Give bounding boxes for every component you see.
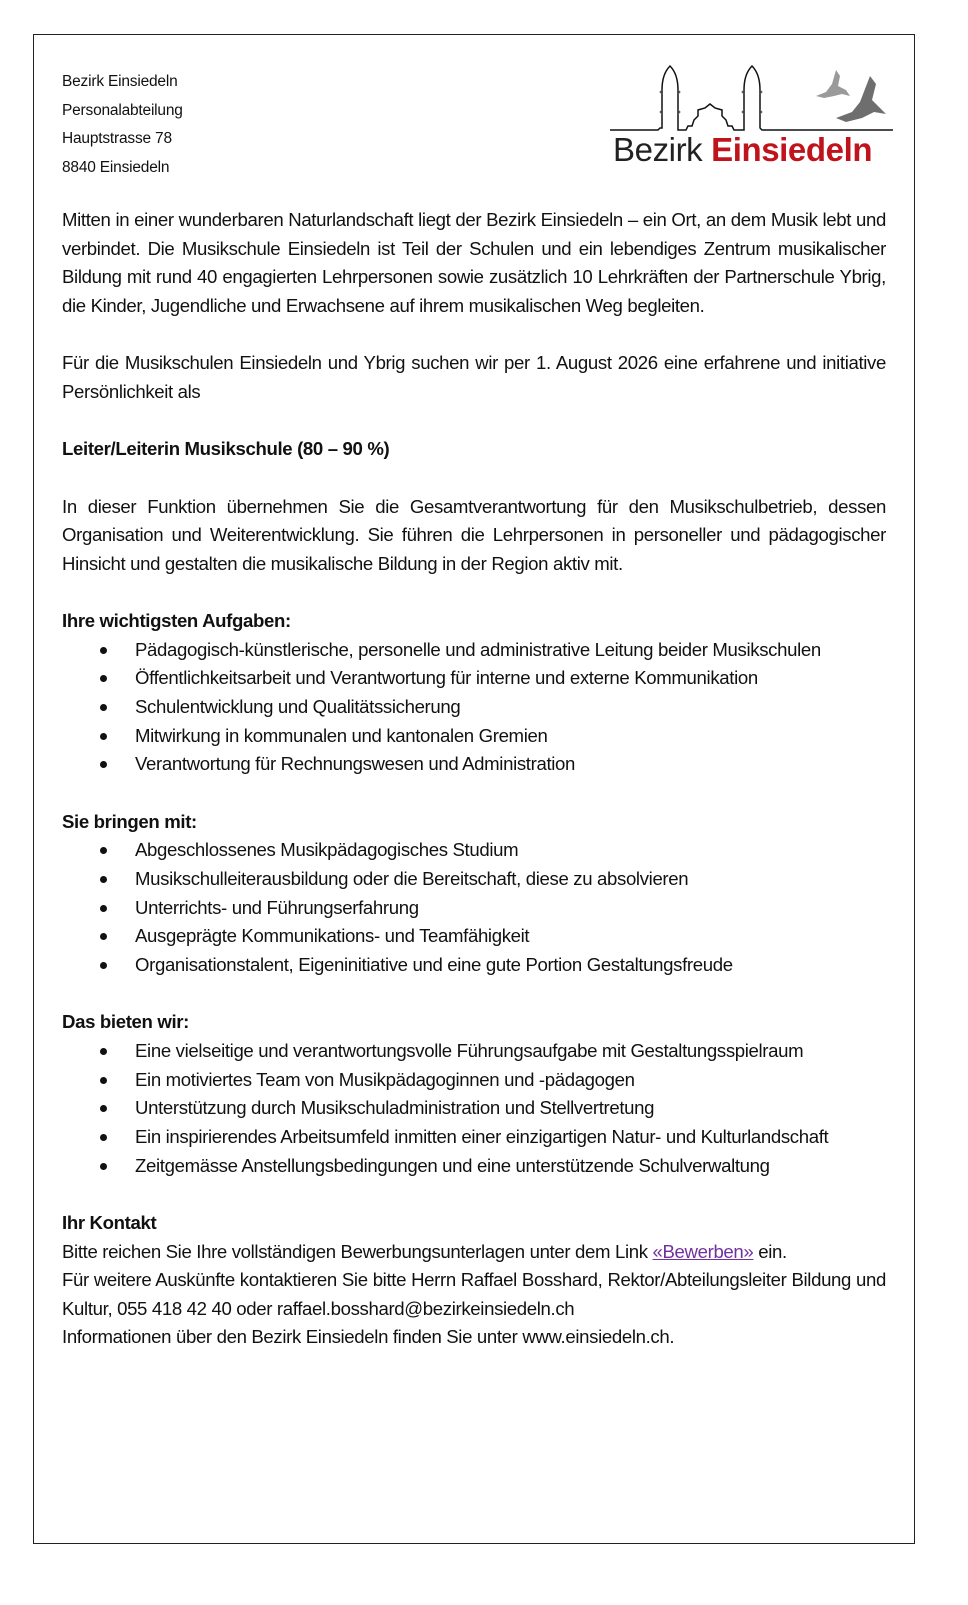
section-tasks [62,607,886,779]
bullet-icon [100,704,107,711]
tasks-list [62,636,886,779]
list-item: Ein inspirierendes Arbeitsumfeld inmitten einer einzigartigen Natur- und Kulturlandschaft [62,1123,886,1152]
raven-icon [816,70,886,122]
list-item: Mitwirkung in kommunalen und kantonalen Gremien [62,722,886,751]
bullet-icon [100,933,107,940]
intro-paragraph: Mitten in einer wunderbaren Naturlandschaft liegt der Bezirk Einsiedeln – ein Ort, an dem Musik lebt und verbindet. Die Musikschule Einsiedeln ist Teil der Schulen und ein lebendiges Zentrum musikalischer Bildung mit rund 40 engagierten Lehrpersonen sowie zusätzlich 10 Lehrkräften der Partnerschule Ybrig, die Kinder, Jugendliche und Erwachsene auf ihrem musikalischen Weg begleiten. [62,209,886,316]
address-line: Hauptstrasse 78 [62,130,172,148]
section-contact [62,1209,886,1324]
apply-link[interactable]: «Bewerben» [652,1240,754,1262]
footer-info: Informationen über den Bezirk Einsiedeln finden Sie unter www.einsiedeln.ch. [62,1326,675,1348]
list-item: Pädagogisch-künstlerische, personelle und administrative Leitung beider Musikschulen [62,636,886,665]
requirements-list [62,836,886,979]
bullet-icon [100,1048,107,1055]
address-line: 8840 Einsiedeln [62,159,170,177]
list-item: Abgeschlossenes Musikpädagogisches Studium [62,836,886,865]
offer-list [62,1037,886,1180]
bezirk-einsiedeln-logo [608,62,893,174]
bullet-icon [100,847,107,854]
section-heading: Ihre wichtigsten Aufgaben: [62,610,291,632]
logo-text-light: Bezirk [613,131,703,168]
list-item: Verantwortung für Rechnungswesen und Administration [62,750,886,779]
bullet-icon [100,761,107,768]
job-posting-body [62,206,886,1381]
function-paragraph: In dieser Funktion übernehmen Sie die Gesamtverantwortung für den Musikschulbetrieb, dessen Organisation und Weiterentwicklung. Sie führen die Lehrpersonen in personeller und pädagogischer Hinsicht und gestalten die musikalische Bildung in der Region aktiv mit. [62,495,886,574]
section-heading: Das bieten wir: [62,1011,190,1033]
apply-instruction: Bitte reichen Sie Ihre vollständigen Bewerbungsunterlagen unter dem Link «Bewerben» ein. [62,1240,787,1262]
list-item: Unterstützung durch Musikschuladministration und Stellvertretung [62,1094,886,1123]
list-item: Öffentlichkeitsarbeit und Verantwortung für interne und externe Kommunikation [62,664,886,693]
list-item: Ausgeprägte Kommunikations- und Teamfähigkeit [62,922,886,951]
logo-text-bold: Einsiedeln [711,131,873,168]
section-requirements [62,808,886,980]
list-item: Ein motiviertes Team von Musikpädagoginnen und -pädagogen [62,1066,886,1095]
bullet-icon [100,1134,107,1141]
bullet-icon [100,876,107,883]
section-heading: Sie bringen mit: [62,810,197,832]
bullet-icon [100,1105,107,1112]
address-line: Personalabteilung [62,101,183,119]
section-offer [62,1008,886,1180]
logo-wordmark [613,132,872,168]
sender-address [62,68,183,183]
monastery-skyline-icon [608,62,893,137]
list-item: Schulentwicklung und Qualitätssicherung [62,693,886,722]
bullet-icon [100,675,107,682]
bullet-icon [100,733,107,740]
list-item: Zeitgemässe Anstellungsbedingungen und eine unterstützende Schulverwaltung [62,1152,886,1181]
list-item: Unterrichts- und Führungserfahrung [62,894,886,923]
bullet-icon [100,1077,107,1084]
list-item: Musikschulleiterausbildung oder die Bereitschaft, diese zu absolvieren [62,865,886,894]
list-item: Organisationstalent, Eigeninitiative und eine gute Portion Gestaltungsfreude [62,951,886,980]
bullet-icon [100,905,107,912]
contact-details: Für weitere Auskünfte kontaktieren Sie bitte Herrn Raffael Bosshard, Rektor/Abteilungsleiter Bildung und Kultur, 055 418 42 40 oder raffael.bosshard@bezirkeinsiedeln.ch [62,1269,886,1319]
list-item: Eine vielseitige und verantwortungsvolle Führungsaufgabe mit Gestaltungsspielraum [62,1037,886,1066]
bullet-icon [100,1163,107,1170]
job-title: Leiter/Leiterin Musikschule (80 – 90 %) [62,438,390,460]
address-line: Bezirk Einsiedeln [62,73,178,90]
bullet-icon [100,647,107,654]
bullet-icon [100,962,107,969]
contact-heading: Ihr Kontakt [62,1211,157,1233]
search-paragraph: Für die Musikschulen Einsiedeln und Ybrig suchen wir per 1. August 2026 eine erfahrene und initiative Persönlichkeit als [62,352,886,402]
